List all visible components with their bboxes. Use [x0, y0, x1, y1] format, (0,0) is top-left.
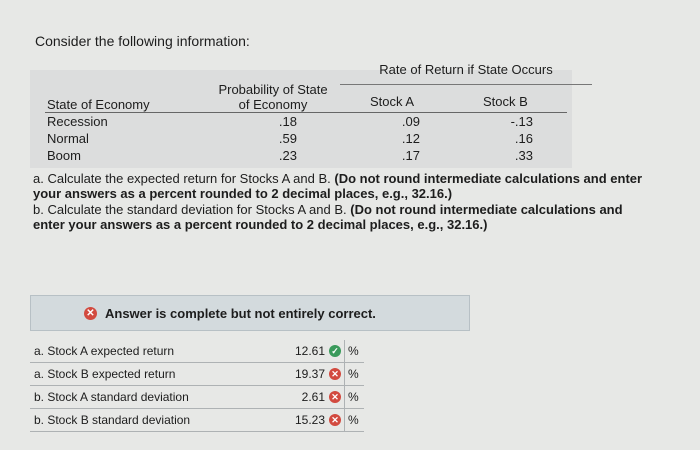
percent-unit: % [348, 344, 359, 358]
probability-table [30, 62, 572, 168]
stock-b-recession: -.13 [510, 114, 533, 129]
state-header: State of Economy [47, 97, 150, 112]
percent-unit: % [348, 413, 359, 427]
stock-a-boom: .17 [401, 148, 420, 163]
stock-b-boom: .33 [514, 148, 533, 163]
percent-unit: % [348, 390, 359, 404]
answer-row [30, 386, 364, 409]
correct-check-icon: ✓ [329, 345, 341, 357]
column-divider [344, 386, 345, 408]
intro-text: Consider the following information: [35, 33, 250, 49]
question-b [33, 203, 643, 232]
state-normal: Normal [47, 131, 89, 146]
answer-label: b. Stock B standard deviation [34, 413, 191, 427]
questions [33, 172, 643, 234]
answer-row [30, 409, 364, 432]
answer-row [30, 363, 364, 386]
state-recession: Recession [47, 114, 108, 129]
return-header-rule [340, 84, 592, 85]
answer-label: a. Stock A expected return [34, 344, 175, 358]
column-divider [344, 363, 345, 385]
prob-boom: .23 [278, 148, 297, 163]
stock-b-normal: .16 [514, 131, 533, 146]
probability-header-line2: of Economy [238, 97, 308, 112]
incorrect-x-icon: ✕ [329, 414, 341, 426]
answer-input[interactable]: 15.23 [294, 413, 325, 427]
stock-a-header: Stock A [370, 94, 415, 109]
answer-status-banner [30, 295, 470, 331]
stock-a-recession: .09 [401, 114, 420, 129]
column-divider [344, 409, 345, 431]
percent-unit: % [348, 367, 359, 381]
question-b-text: b. Calculate the standard deviation for Stocks A and B. [33, 202, 347, 217]
answer-table [30, 340, 364, 432]
question-a [33, 172, 643, 201]
incorrect-x-icon: ✕ [84, 307, 97, 320]
answer-label: b. Stock A standard deviation [34, 390, 189, 404]
answer-label: a. Stock B expected return [34, 367, 176, 381]
stock-b-header: Stock B [483, 94, 528, 109]
answer-row [30, 340, 364, 363]
prob-normal: .59 [278, 131, 297, 146]
column-divider [344, 340, 345, 362]
prob-recession: .18 [278, 114, 297, 129]
incorrect-x-icon: ✕ [329, 391, 341, 403]
question-a-text: a. Calculate the expected return for Stocks A and B. [33, 171, 331, 186]
probability-header-line1: Probability of State [218, 82, 328, 97]
question-b-instructions: (Do not round intermediate calculations and enter your answers as a percent rounded to 2 decimal places, e.g., 32.16.) [33, 202, 623, 232]
return-header: Rate of Return if State Occurs [379, 62, 553, 77]
answer-status-text: Answer is complete but not entirely correct. [105, 306, 376, 321]
header-rule [45, 112, 567, 113]
stock-a-normal: .12 [401, 131, 420, 146]
question-a-instructions: (Do not round intermediate calculations and enter your answers as a percent rounded to 2 decimal places, e.g., 32.16.) [33, 171, 643, 201]
answer-input[interactable]: 19.37 [294, 367, 325, 381]
incorrect-x-icon: ✕ [329, 368, 341, 380]
answer-input[interactable]: 2.61 [301, 390, 325, 404]
probability-header [198, 82, 348, 112]
state-boom: Boom [47, 148, 81, 163]
answer-input[interactable]: 12.61 [294, 344, 325, 358]
